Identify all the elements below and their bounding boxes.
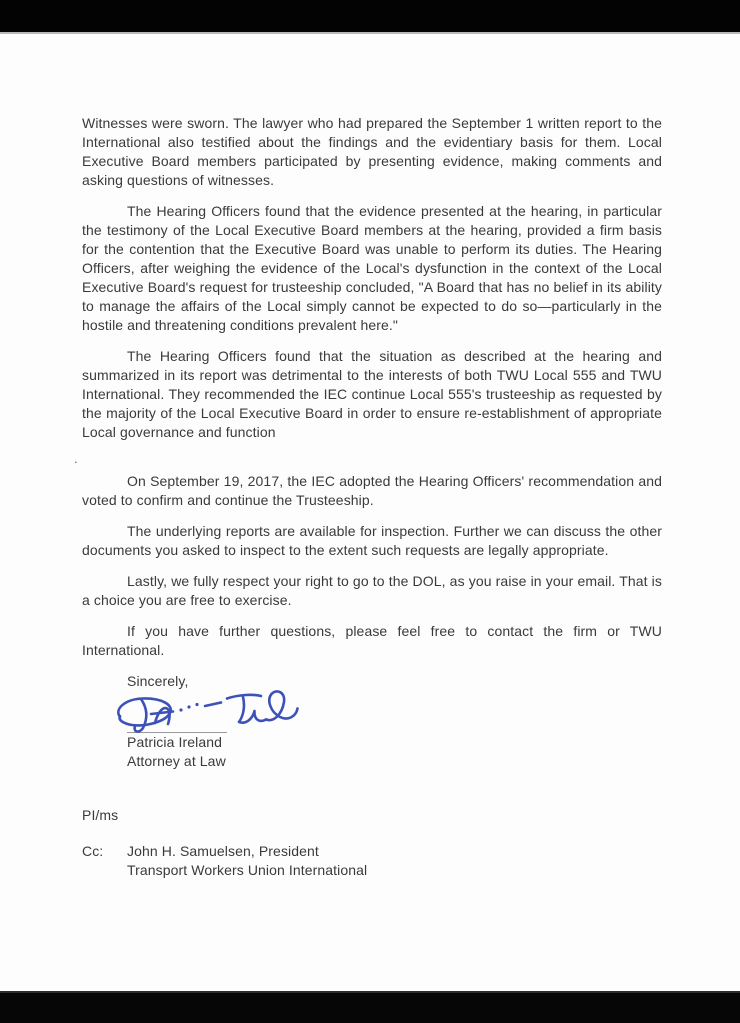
letter-paragraph: Lastly, we fully respect your right to go to the DOL, as you raise in your email. That is a choice you are free to exercise. <box>82 573 662 608</box>
letter-paragraph: Witnesses were sworn. The lawyer who had prepared the September 1 written report to the International also testified about the findings and the evidentiary basis for them. Local Executive Board members participated by presenting evidence, making comments and asking questions of witnesses. <box>82 115 662 188</box>
cc-block <box>82 842 662 880</box>
bottom-letterbox-bar <box>0 991 740 1023</box>
letter-body <box>74 114 662 880</box>
stray-scan-mark: . <box>74 451 78 466</box>
reference-initials: PI/ms <box>82 807 119 823</box>
cc-line: John H. Samuelsen, President <box>127 843 319 859</box>
letter-paragraph: The underlying reports are available for inspection. Further we can discuss the other documents you asked to inspect to the extent such requests are legally appropriate. <box>82 523 662 558</box>
signer-title: Attorney at Law <box>127 753 226 769</box>
top-letterbox-bar <box>0 0 740 34</box>
letter-paragraph: The Hearing Officers found that the evidence presented at the hearing, in particular the testimony of the Local Executive Board members at the hearing, provided a firm basis for the contention that the Executive Board was unable to perform its duties. The Hearing Officers, after weighing the evidence of the Local's dysfunction in the context of the Local Executive Board's request for trusteeship concluded, "A Board that has no belief in its ability to manage the affairs of the Local simply cannot be expected to do so—particularly in the hostile and threatening conditions prevalent here." <box>82 203 662 333</box>
letter-paragraph: If you have further questions, please feel free to contact the firm or TWU International. <box>82 623 662 658</box>
letter-paragraph: The Hearing Officers found that the situation as described at the hearing and summarized in its report was detrimental to the interests of both TWU Local 555 and TWU International. They recommended the IEC continue Local 555's trusteeship as requested by the majority of the Local Executive Board in order to ensure re-establishment of appropriate Local governance and function <box>82 348 662 440</box>
cc-label: Cc: <box>82 843 104 859</box>
cc-lines <box>127 842 662 880</box>
closing-salutation: Sincerely, <box>127 673 189 689</box>
signer-name: Patricia Ireland <box>127 734 222 750</box>
cc-line: Transport Workers Union International <box>127 862 368 878</box>
letter-paragraph: On September 19, 2017, the IEC adopted the Hearing Officers' recommendation and voted to confirm and continue the Trusteeship. <box>82 473 662 508</box>
